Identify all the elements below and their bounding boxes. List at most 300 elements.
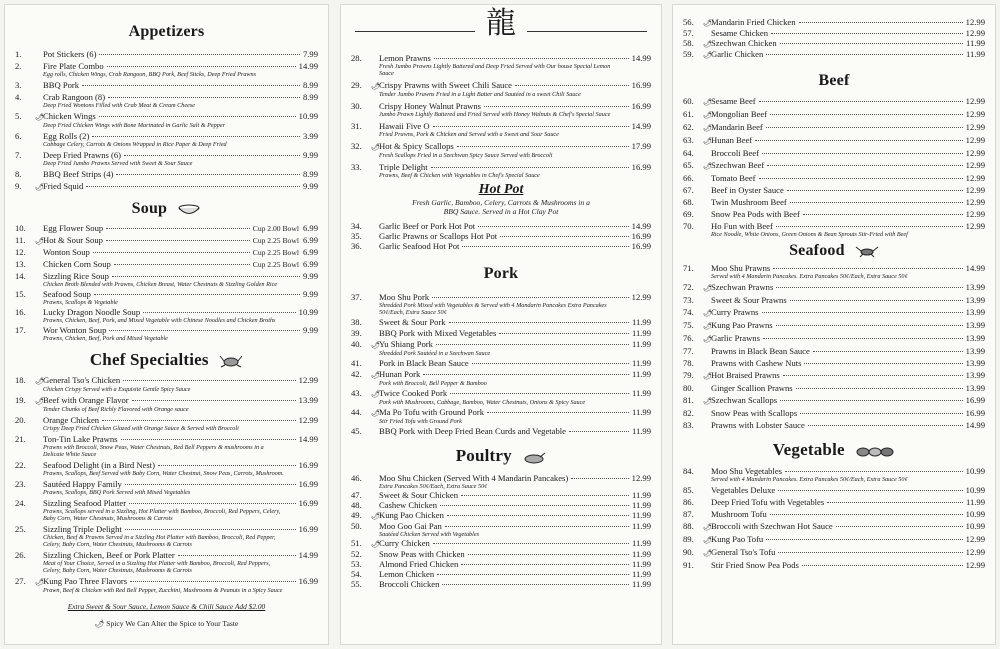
chili-icon: 🌶 [94, 619, 105, 628]
item-name: Egg Rolls (2) [43, 131, 90, 141]
item-number: 6. [15, 131, 22, 141]
dot-leader [571, 478, 628, 479]
menu-item-row [15, 247, 318, 258]
menu-item [683, 370, 985, 381]
dot-leader [770, 514, 963, 515]
dot-leader [484, 106, 629, 107]
item-name: Garlic Chicken [711, 49, 764, 59]
item-number: 49. [351, 510, 362, 520]
item-number: 27. [15, 576, 26, 586]
chili-icon: 🌶 [703, 51, 712, 59]
menu-item-row [351, 241, 651, 251]
item-number: 34. [351, 221, 362, 231]
dot-leader [107, 66, 296, 67]
dot-leader [125, 484, 296, 485]
chili-icon: 🌶 [371, 82, 380, 90]
dot-leader [790, 300, 963, 301]
item-number: 75. [683, 320, 694, 330]
menu-item [683, 333, 985, 344]
item-name: Broccoli Beef [711, 148, 759, 158]
item-name: Snow Peas with Scallops [711, 408, 798, 418]
menu-item [15, 49, 318, 59]
menu-item [683, 485, 985, 495]
menu-panel-right [672, 4, 996, 645]
item-description: Fried Prawns, Pork & Chicken and Served with a Sweet and Sour Sauce [379, 131, 559, 138]
item-price: 13.99 [965, 358, 985, 368]
menu-item [15, 524, 318, 548]
menu-item [351, 510, 651, 521]
dot-leader [124, 155, 300, 156]
item-number: 20. [15, 415, 26, 425]
menu-item [15, 460, 318, 477]
menu-item-row [15, 498, 318, 508]
item-price: 16.99 [965, 395, 985, 405]
menu-item-row [683, 148, 985, 158]
item-number: 14. [15, 271, 26, 281]
item-price: 11.99 [631, 339, 651, 349]
item-price: 11.99 [631, 490, 651, 500]
menu-item [15, 259, 318, 270]
item-number: 11. [15, 235, 26, 245]
item-name: BBQ Beef Strips (4) [43, 169, 114, 179]
item-name: Ma Po Tofu with Ground Pork [379, 407, 484, 417]
item-number: 73. [683, 295, 694, 305]
item-name: Sesame Beef [711, 96, 756, 106]
dot-leader [813, 351, 963, 352]
menu-item [15, 169, 318, 179]
item-name: Curry Prawns [711, 307, 759, 317]
item-name: Broccoli with Szechwan Hot Sauce [711, 521, 833, 531]
item-number: 76. [683, 333, 694, 343]
seafood-list [683, 263, 985, 430]
menu-item-row [15, 415, 318, 425]
item-name: Ginger Scallion Prawns [711, 383, 793, 393]
dot-leader [776, 325, 963, 326]
dot-leader [106, 228, 250, 229]
menu-item-row [683, 28, 985, 38]
item-price: 12.99 [965, 135, 985, 145]
item-name: Hunan Beef [711, 135, 753, 145]
menu-item [15, 375, 318, 393]
dot-leader [759, 101, 963, 102]
item-number: 17. [15, 325, 26, 335]
chili-icon: 🌶 [371, 341, 380, 349]
menu-item-row [351, 407, 651, 418]
item-name: Sweet & Sour Prawns [711, 295, 787, 305]
chili-icon: 🌶 [703, 549, 712, 557]
item-description: Shredded Pork Sautéed in a Szechwan Sauce [379, 350, 491, 357]
item-name: Lemon Chicken [379, 569, 435, 579]
dot-leader [827, 502, 963, 503]
menu-item-row [683, 560, 985, 570]
dot-leader [433, 126, 629, 127]
item-name: Sweet & Sour Pork [379, 317, 446, 327]
item-name: Yu Shiang Pork [379, 339, 433, 349]
menu-item-row [351, 221, 651, 231]
item-price: 12.99 [965, 534, 985, 544]
item-number: 88. [683, 521, 694, 531]
pork-list [351, 292, 651, 436]
menu-item-row [351, 559, 651, 569]
menu-panel-middle [340, 4, 662, 645]
item-description: Prawns with Broccoli, Snow Peas, Water Chestnuts, Red Bell Peppers & mushrooms in a Delicate White Sauce [43, 444, 264, 458]
item-description: Prawns, Scallops served in a Sizzling, Hot Platter with Bamboo, Broccoli, Red Peppers, Celery, Baby Corn, Water Chestnuts, Mushrooms & Carrots [43, 508, 281, 522]
item-number: 61. [683, 109, 694, 119]
item-price: 13.99 [965, 333, 985, 343]
menu-item [683, 148, 985, 158]
menu-item-row [683, 282, 985, 293]
item-number: 83. [683, 420, 694, 430]
menu-item-row [15, 111, 318, 122]
menu-item-row [15, 325, 318, 335]
menu-item [351, 490, 651, 500]
menu-item-row [351, 339, 651, 350]
item-number: 48. [351, 500, 362, 510]
item-price: 11.99 [965, 497, 985, 507]
dot-leader [450, 393, 629, 394]
item-number: 33. [351, 162, 362, 172]
dot-leader [108, 97, 300, 98]
dot-leader [759, 178, 963, 179]
item-price: 10.99 [965, 485, 985, 495]
menu-item-row [15, 550, 318, 560]
item-price: 13.99 [965, 346, 985, 356]
dot-leader [433, 543, 629, 544]
dot-leader [569, 431, 629, 432]
chili-icon: 🌶 [371, 143, 380, 151]
item-name: Sesame Chicken [711, 28, 769, 38]
item-name: Moo Shu Pork [379, 292, 430, 302]
menu-item-row [351, 358, 651, 368]
item-price: 11.99 [631, 407, 651, 417]
item-number: 54. [351, 569, 362, 579]
item-name: Seafood Soup [43, 289, 91, 299]
menu-item [351, 221, 651, 231]
item-price: 9.99 [302, 289, 318, 299]
item-number: 22. [15, 460, 26, 470]
item-description: Pork with Mushrooms, Cabbage, Bamboo, Water Chestnuts, Onions & Spicy Sauce [379, 399, 586, 406]
item-name: Crispy Honey Walnut Prawns [379, 101, 482, 111]
item-number: 23. [15, 479, 26, 489]
menu-item [683, 320, 985, 331]
item-name: Broccoli Chicken [379, 579, 440, 589]
dot-leader [99, 116, 296, 117]
item-number: 52. [351, 549, 362, 559]
item-number: 81. [683, 395, 694, 405]
item-name: Wor Wonton Soup [43, 325, 107, 335]
menu-item-row [351, 328, 651, 338]
menu-item [683, 135, 985, 146]
item-description: Deep Fried Wontons Filled with Crab Meat & Cream Cheese [43, 102, 195, 109]
chili-icon: 🌶 [35, 578, 44, 586]
menu-item [15, 395, 318, 413]
vegetables-icon [855, 444, 895, 458]
menu-item [683, 497, 985, 507]
menu-item-row [683, 320, 985, 331]
menu-item [351, 521, 651, 538]
menu-panel-left [4, 4, 329, 645]
item-number: 30. [351, 101, 362, 111]
menu-item [15, 576, 318, 594]
item-number: 31. [351, 121, 362, 131]
item-number: 64. [683, 148, 694, 158]
item-number: 71. [683, 263, 694, 273]
item-price: 11.99 [631, 510, 651, 520]
item-number: 63. [683, 135, 694, 145]
item-number: 60. [683, 96, 694, 106]
item-price: 11.99 [631, 317, 651, 327]
menu-item [15, 181, 318, 192]
item-description: Prawns, Beef & Chicken with Vegetables in Chef's Special Sauce [379, 172, 540, 179]
menu-item [683, 560, 985, 570]
menu-item [683, 221, 985, 238]
dot-leader [109, 330, 300, 331]
chili-icon: 🌶 [35, 377, 44, 385]
menu-item [683, 466, 985, 483]
crab-icon [219, 354, 243, 368]
item-name: Snow Peas with Chicken [379, 549, 465, 559]
item-description: Chicken Crispy Served with a Exquisite Gentle Spicy Sauce [43, 386, 191, 393]
dragon-character-icon: 龍 [486, 6, 516, 41]
menu-item [683, 185, 985, 195]
dot-leader [423, 374, 629, 375]
menu-item-row [15, 434, 318, 444]
item-price: 12.99 [965, 185, 985, 195]
menu-item [15, 92, 318, 109]
item-number: 70. [683, 221, 694, 231]
chili-icon: 🌶 [371, 540, 380, 548]
dot-leader [92, 136, 300, 137]
dot-leader [442, 584, 629, 585]
item-name: Chicken Wings [43, 111, 96, 121]
cup-bowl-price: Cup 2.25 Bowl [252, 248, 299, 257]
item-name: Szechwan Scallops [711, 395, 778, 405]
item-name: Seafood Delight (in a Bird Nest) [43, 460, 155, 470]
item-name: Twin Mushroom Beef [711, 197, 787, 207]
menu-item [351, 579, 651, 589]
item-number: 13. [15, 259, 26, 269]
item-price: 11.99 [631, 358, 651, 368]
item-price: 16.99 [298, 460, 318, 470]
chili-icon: 🌶 [703, 372, 712, 380]
menu-item [15, 80, 318, 90]
item-name: Wonton Soup [43, 247, 90, 257]
item-price: 11.99 [631, 328, 651, 338]
item-price: 12.99 [965, 160, 985, 170]
item-name: Snow Pea Pods with Beef [711, 209, 800, 219]
item-number: 41. [351, 358, 362, 368]
menu-item [351, 369, 651, 387]
section-title-poultry [351, 446, 651, 466]
menu-item [15, 150, 318, 167]
item-price: 11.99 [631, 579, 651, 589]
item-price: 11.99 [631, 388, 651, 398]
item-price: 12.99 [965, 17, 985, 27]
item-price: 14.99 [631, 53, 651, 63]
item-number: 15. [15, 289, 26, 299]
item-price: 14.99 [631, 221, 651, 231]
item-name: Orange Chicken [43, 415, 100, 425]
appetizers-list [15, 49, 318, 192]
logo-rule-left [355, 31, 475, 32]
item-price: 12.99 [965, 209, 985, 219]
item-number: 28. [351, 53, 362, 63]
item-name: Beef with Orange Flavor [43, 395, 129, 405]
item-number: 26. [15, 550, 26, 560]
menu-item [683, 307, 985, 318]
item-number: 37. [351, 292, 362, 302]
dot-leader [114, 264, 250, 265]
dot-leader [461, 564, 629, 565]
menu-item [683, 197, 985, 207]
dot-leader [802, 565, 963, 566]
menu-item [351, 141, 651, 159]
item-name: Mandarin Fried Chicken [711, 17, 796, 27]
item-number: 16. [15, 307, 26, 317]
item-price: 6.99 [302, 247, 318, 257]
menu-item-row [351, 369, 651, 380]
item-number: 38. [351, 317, 362, 327]
dot-leader [123, 380, 295, 381]
item-price: 13.99 [965, 383, 985, 393]
item-name: Tomato Beef [711, 173, 756, 183]
item-name: BBQ Pork [43, 80, 80, 90]
item-number: 72. [683, 282, 694, 292]
chicken-icon [522, 450, 546, 464]
dot-leader [836, 526, 963, 527]
menu-item [15, 235, 318, 246]
item-name: General Tso's Tofu [711, 547, 776, 557]
menu-item [351, 328, 651, 338]
item-price: 12.99 [965, 109, 985, 119]
dot-leader [799, 22, 963, 23]
dot-leader [130, 581, 296, 582]
menu-item [683, 509, 985, 519]
item-description: Cabbage Celery, Carrots & Onions Wrapped in Rice Paper & Deep Fried [43, 141, 227, 148]
item-name: Hawaii Five O [379, 121, 430, 131]
item-price: 8.99 [302, 80, 318, 90]
menu-item-row [683, 521, 985, 532]
dot-leader [116, 174, 300, 175]
menu-item [351, 358, 651, 368]
vegetable-list [683, 466, 985, 570]
chili-icon: 🌶 [703, 322, 712, 330]
item-name: Hot Braised Prawns [711, 370, 780, 380]
chili-icon: 🌶 [703, 397, 712, 405]
dot-leader [436, 344, 629, 345]
item-name: Szechwan Chicken [711, 38, 777, 48]
item-name: Szechwan Beef [711, 160, 765, 170]
menu-item [15, 325, 318, 342]
item-number: 56. [683, 17, 694, 27]
dot-leader [432, 297, 629, 298]
dot-leader [437, 574, 629, 575]
menu-item-row [15, 92, 318, 102]
menu-item [683, 49, 985, 60]
chili-icon: 🌶 [371, 390, 380, 398]
menu-item-row [683, 395, 985, 406]
item-name: Pork in Black Bean Sauce [379, 358, 469, 368]
menu-item-row [683, 408, 985, 418]
item-price: 16.99 [965, 408, 985, 418]
menu-item-row [15, 460, 318, 470]
item-number: 82. [683, 408, 694, 418]
item-price: 11.99 [965, 49, 985, 59]
item-name: Chicken Corn Soup [43, 259, 111, 269]
item-price: 8.99 [302, 92, 318, 102]
menu-item [351, 559, 651, 569]
menu-item [351, 80, 651, 98]
menu-item [351, 53, 651, 77]
dot-leader [178, 555, 296, 556]
menu-item-row [683, 346, 985, 356]
dot-leader [431, 167, 629, 168]
dot-leader [785, 471, 963, 472]
item-description: Deep Fried Chicken Wings with Bone Marinated in Garlic Salt & Pepper [43, 122, 225, 129]
chili-icon: 🌶 [703, 98, 712, 106]
menu-item-row [15, 181, 318, 192]
chili-icon: 🌶 [703, 40, 712, 48]
item-price: 11.99 [631, 369, 651, 379]
item-price: 14.99 [298, 550, 318, 560]
item-price: 16.99 [631, 162, 651, 172]
menu-item-row [15, 150, 318, 160]
menu-item-row [683, 497, 985, 507]
dot-leader [800, 413, 962, 414]
item-price: 9.99 [302, 271, 318, 281]
item-description: Crispy Deep Fried Chicken Glazed with Orange Sauce & Served with Broccoli [43, 425, 239, 432]
menu-item [683, 160, 985, 171]
dot-leader [787, 190, 963, 191]
item-price: 12.99 [631, 292, 651, 302]
dot-leader [780, 43, 963, 44]
item-price: 12.99 [298, 375, 318, 385]
item-number: 19. [15, 395, 26, 405]
section-title-vegetable [683, 440, 985, 460]
dot-leader [762, 153, 963, 154]
dot-leader [487, 412, 629, 413]
menu-item-row [683, 160, 985, 171]
menu-item [683, 420, 985, 430]
item-description: Fresh Scallops Fried in a Szechwan Spicy Sauce Served with Broccoli [379, 152, 553, 159]
menu-item [351, 121, 651, 138]
menu-item-row [683, 38, 985, 49]
item-name: BBQ Pork with Mixed Vegetables [379, 328, 497, 338]
item-price: 10.99 [965, 509, 985, 519]
dot-leader [132, 400, 296, 401]
item-description: Prawns, Chicken, Beef, Pork, and Mixed Vegetable with Chinese Noodles and Chicken Broths [43, 317, 276, 324]
menu-item-row [15, 524, 318, 534]
menu-item [15, 271, 318, 288]
item-price: 13.99 [298, 395, 318, 405]
chili-icon: 🌶 [703, 137, 712, 145]
hot-pot-list [351, 221, 651, 251]
item-number: 46. [351, 473, 362, 483]
soup-list [15, 223, 318, 342]
dot-leader [457, 146, 629, 147]
menu-item-row [15, 169, 318, 179]
menu-item [15, 498, 318, 522]
item-number: 10. [15, 223, 26, 233]
item-name: Sweet & Sour Chicken [379, 490, 459, 500]
item-number: 7. [15, 150, 22, 160]
section-title-seafood [683, 242, 985, 260]
menu-item-row [351, 500, 651, 510]
dot-leader [447, 515, 629, 516]
item-price: 16.99 [631, 231, 651, 241]
item-name: Ho Fun with Beef [711, 221, 773, 231]
menu-item [351, 241, 651, 251]
